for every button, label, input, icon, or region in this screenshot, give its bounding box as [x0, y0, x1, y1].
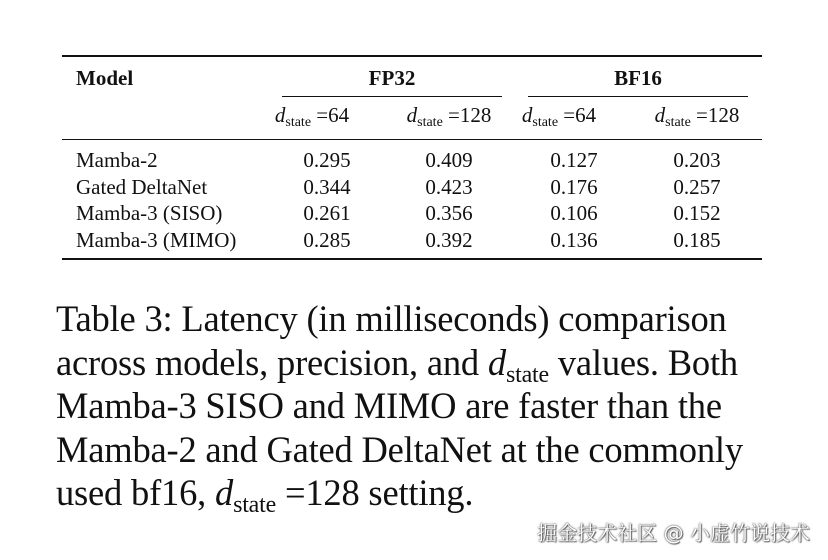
row-model-name: Gated DeltaNet	[76, 174, 208, 199]
subheader-bf16-dstate-128: $d_{state} =128$	[654, 103, 740, 130]
header-model: Model	[76, 66, 134, 90]
watermark: 掘金技术社区 @ 小虚竹说技术	[537, 521, 810, 545]
table-header-row	[62, 57, 762, 97]
cell-bf16-128: 0.185	[673, 227, 721, 252]
cell-fp32-128: 0.356	[425, 201, 473, 225]
cell-fp32-64: 0.344	[303, 174, 351, 199]
table-row	[62, 200, 762, 227]
cell-bf16-128: 0.203	[673, 148, 721, 172]
subheader-bf16-dstate-64: $d_{state} =64$	[521, 103, 597, 130]
caption-line: Table 3: Latency (in milliseconds) comparison	[56, 298, 727, 339]
table-bottom-rule	[62, 258, 762, 260]
cell-fp32-64: 0.295	[303, 148, 351, 172]
caption-line: Mamba-2 and Gated DeltaNet at the commonly	[56, 428, 743, 470]
cell-bf16-64: 0.136	[550, 227, 598, 252]
row-model-name: Mamba-2	[76, 148, 158, 172]
row-model-name: Mamba-3 (MIMO)	[76, 227, 237, 252]
table-row	[62, 174, 762, 201]
cell-bf16-64: 0.106	[550, 201, 598, 225]
caption-line: Mamba-3 SISO and MIMO are faster than the	[56, 385, 722, 426]
table-subheader-row	[62, 97, 762, 139]
cell-bf16-128: 0.152	[673, 201, 721, 225]
header-group-fp32: FP32	[368, 66, 416, 90]
cell-fp32-64: 0.285	[303, 227, 351, 252]
latency-table	[62, 55, 762, 260]
cell-bf16-128: 0.257	[673, 174, 721, 199]
table-body	[62, 140, 762, 258]
cell-fp32-64: 0.261	[303, 201, 351, 225]
header-group-bf16: BF16	[614, 66, 662, 90]
cell-fp32-128: 0.423	[425, 174, 473, 199]
caption-line: used bf16, $d_{state} =128$ setting.	[56, 472, 474, 518]
cell-fp32-128: 0.409	[425, 148, 473, 172]
cell-bf16-64: 0.127	[550, 148, 598, 172]
cell-fp32-128: 0.392	[425, 227, 473, 252]
caption-line: across models, precision, and $d_{state}$ values. Both	[56, 341, 738, 388]
table-caption	[56, 297, 776, 518]
row-model-name: Mamba-3 (SISO)	[76, 201, 223, 225]
cell-bf16-64: 0.176	[550, 174, 598, 199]
subheader-fp32-dstate-128: $d_{state} =128$	[406, 103, 492, 130]
subheader-fp32-dstate-64: $d_{state} =64$	[274, 103, 350, 130]
table-row	[62, 147, 762, 174]
table-row	[62, 227, 762, 254]
